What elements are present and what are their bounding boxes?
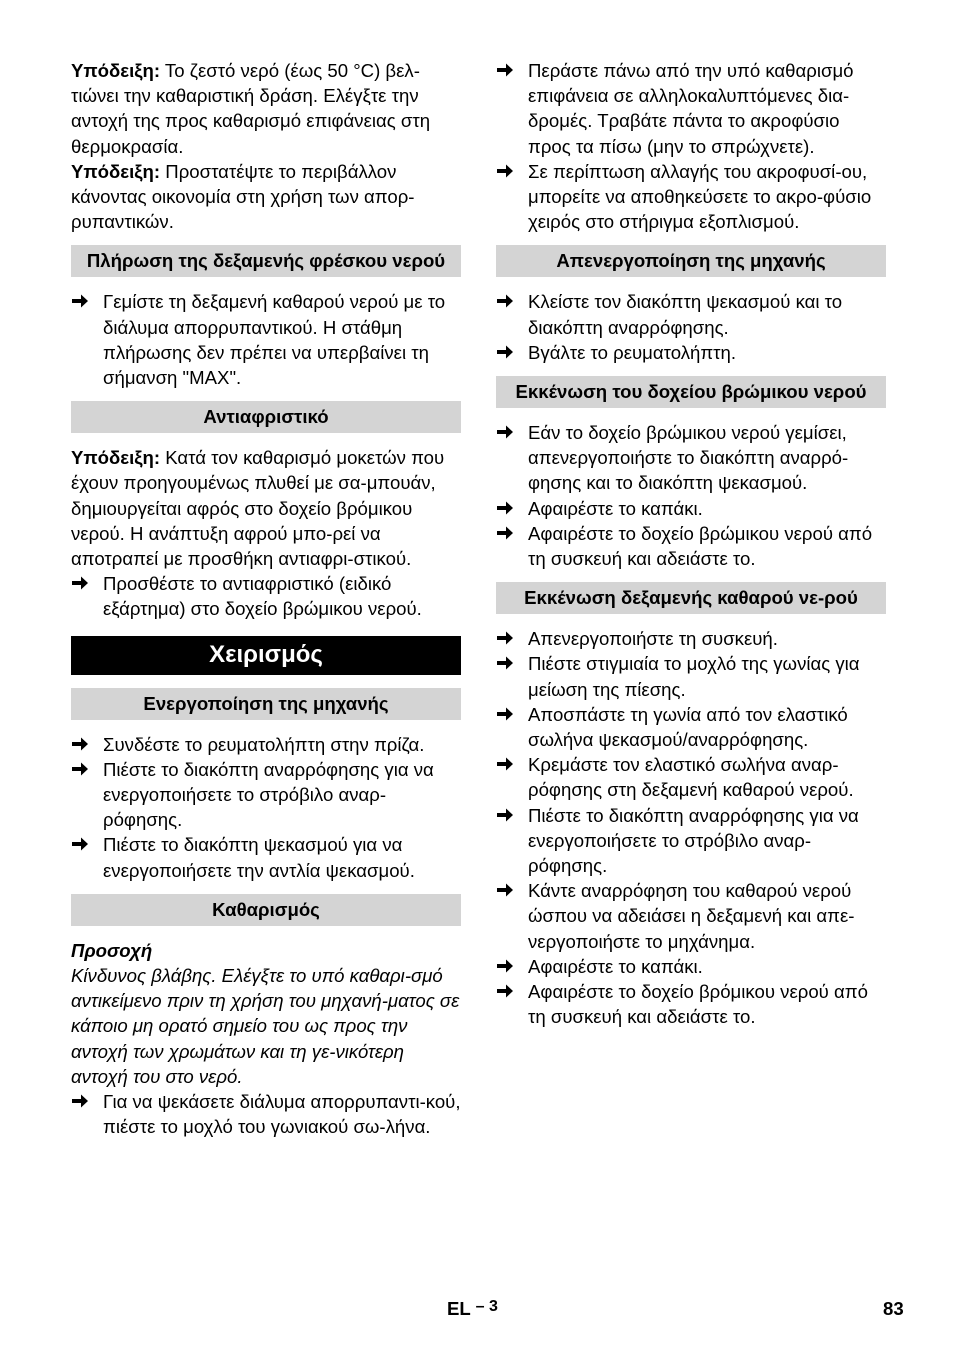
section-heading-empty-dirty: Εκκένωση του δοχείου βρώμικου νερού bbox=[496, 376, 886, 408]
step-item bbox=[496, 521, 886, 571]
step-text: Κάντε αναρρόφηση του καθαρού νερού ώσπου να αδειάσει η δεξαμενή και απε-νεργοποιήστε το μηχάνημα. bbox=[528, 880, 855, 952]
step-text: Εάν το δοχείο βρώμικου νερού γεμίσει, απενεργοποιήστε το διακόπτη αναρρό-φησης και το διακόπτη ψεκασμού. bbox=[528, 422, 849, 494]
step-text: Πιέστε στιγμιαία το μοχλό της γωνίας για μείωση της πίεσης. bbox=[528, 653, 860, 700]
note-label: Υπόδειξη: bbox=[71, 447, 161, 469]
steps-antifoam bbox=[71, 571, 461, 621]
arrow-right-icon bbox=[497, 526, 513, 540]
step-text: Συνδέστε το ρευματολήπτη στην πρίζα. bbox=[103, 733, 425, 755]
arrow-right-icon bbox=[497, 757, 513, 771]
step-text: Προσθέστε το αντιαφριστικό (ειδικό εξάρτημα) στο δοχείο βρώμικου νερού. bbox=[103, 573, 422, 620]
section-heading-start: Ενεργοποίηση της μηχανής bbox=[71, 688, 461, 720]
steps-start bbox=[71, 732, 461, 883]
steps-empty-clean bbox=[496, 626, 886, 1029]
section-heading-empty-clean: Εκκένωση δεξαμενής καθαρού νε-ρού bbox=[496, 582, 886, 614]
step-text: Πιέστε το διακόπτη αναρρόφησης για να ενεργοποιήσετε το στρόβιλο αναρ-ρόφησης. bbox=[528, 804, 859, 877]
step-text: Απενεργοποιήστε τη συσκευή. bbox=[528, 628, 778, 650]
footer-section-page: – 3 bbox=[475, 1298, 498, 1315]
step-item bbox=[496, 420, 886, 496]
footer-section-label bbox=[447, 1298, 498, 1320]
step-item bbox=[496, 651, 886, 701]
step-item bbox=[496, 626, 886, 651]
step-item bbox=[496, 340, 886, 365]
arrow-right-icon bbox=[72, 294, 88, 308]
step-text: Περάστε πάνω από την υπό καθαρισμό επιφάνεια σε αλληλοκαλυπτόμενες δια-δρομές. Τραβάτε πάντα το ακροφύσιο προς τα πίσω (μην το σπρώχνετε). bbox=[528, 60, 854, 157]
arrow-right-icon bbox=[497, 164, 513, 178]
step-item bbox=[496, 803, 886, 879]
steps-cleaning-continued bbox=[496, 58, 886, 234]
arrow-right-icon bbox=[497, 959, 513, 973]
step-text: Πιέστε το διακόπτη ψεκασμού για να ενεργοποιήσετε την αντλία ψεκασμού. bbox=[103, 834, 415, 881]
section-heading-cleaning: Καθαρισμός bbox=[71, 894, 461, 926]
chapter-heading-operation: Χειρισμός bbox=[71, 636, 461, 675]
step-text: Γεμίστε τη δεξαμενή καθαρού νερού με το διάλυμα απορρυπαντικού. Η στάθμη πλήρωσης δεν πρέπει να υπερβαίνει τη σήμανση "MAX". bbox=[103, 291, 446, 389]
step-text: Για να ψεκάσετε διάλυμα απορρυπαντι-κού, πιέστε το μοχλό του γωνιακού σω-λήνα. bbox=[103, 1091, 461, 1138]
step-item bbox=[496, 878, 886, 954]
step-item bbox=[71, 732, 461, 757]
step-item bbox=[496, 954, 886, 979]
arrow-right-icon bbox=[497, 808, 513, 822]
step-text: Κρεμάστε τον ελαστικό σωλήνα αναρ-ρόφησης στη δεξαμενή καθαρού νερού. bbox=[528, 754, 854, 801]
section-heading-stop: Απενεργοποίηση της μηχανής bbox=[496, 245, 886, 277]
note-hot-water bbox=[71, 58, 461, 159]
arrow-right-icon bbox=[497, 631, 513, 645]
step-text: Αφαιρέστε το δοχείο βρώμικου νερού από τη συσκευή και αδειάστε το. bbox=[528, 522, 873, 570]
caution-text: Κίνδυνος βλάβης. Ελέγξτε το υπό καθαρι-σμό αντικείμενο πριν τη χρήση του μηχανή-ματος σε κάποιο μη ορατό σημείο του ως προς την αντοχή των χρωμάτων και τη γε-νικότερη αντοχή του στο νερό. bbox=[71, 965, 460, 1087]
note-environment bbox=[71, 159, 461, 235]
note-text: Το ζεστό νερό (έως 50 °C) βελ-τιώνει την καθαριστική δράση. Ελέγξτε την αντοχή της προς καθαρισμό επιφάνειας στη θερμοκρασία. bbox=[71, 60, 431, 157]
arrow-right-icon bbox=[497, 501, 513, 515]
step-item bbox=[496, 289, 886, 339]
section-heading-antifoam: Αντιαφριστικό bbox=[71, 401, 461, 433]
step-text: Αφαιρέστε το καπάκι. bbox=[528, 497, 703, 519]
arrow-right-icon bbox=[497, 425, 513, 439]
arrow-right-icon bbox=[72, 576, 88, 590]
step-item bbox=[71, 757, 461, 833]
step-item bbox=[496, 752, 886, 802]
arrow-right-icon bbox=[497, 984, 513, 998]
step-item bbox=[496, 496, 886, 521]
step-item bbox=[496, 159, 886, 235]
note-text: Προστατέψτε το περιβάλλον κάνοντας οικονομία στη χρήση των απορ-ρυπαντικών. bbox=[71, 160, 415, 233]
left-column bbox=[71, 58, 461, 1140]
note-text: Κατά τον καθαρισμό μοκετών που έχουν προηγουμένως πλυθεί με σα-μπουάν, δημιουργείται αφρός στο δοχείο βρόμικου νερού. Η ανάπτυξη αφρού μπο-ρεί να αποτραπεί με προσθήκη αντιαφρι-στικού. bbox=[71, 447, 445, 570]
arrow-right-icon bbox=[72, 837, 88, 851]
step-item bbox=[496, 702, 886, 752]
note-label: Υπόδειξη: bbox=[71, 160, 161, 182]
footer-language: EL bbox=[447, 1298, 471, 1319]
arrow-right-icon bbox=[72, 737, 88, 751]
step-text: Αποσπάστε τη γωνία από τον ελαστικό σωλήνα ψεκασμού/αναρρόφησης. bbox=[528, 703, 848, 751]
arrow-right-icon bbox=[72, 762, 88, 776]
steps-empty-dirty bbox=[496, 420, 886, 571]
step-item bbox=[71, 289, 461, 390]
step-text: Αφαιρέστε το δοχείο βρόμικου νερού από τη συσκευή και αδειάστε το. bbox=[528, 981, 868, 1028]
step-text: Βγάλτε το ρευματολήπτη. bbox=[528, 341, 737, 363]
arrow-right-icon bbox=[72, 1094, 88, 1108]
step-item bbox=[496, 58, 886, 159]
steps-cleaning bbox=[71, 1089, 461, 1139]
step-item bbox=[71, 571, 461, 621]
step-text: Πιέστε το διακόπτη αναρρόφησης για να ενεργοποιήσετε το στρόβιλο αναρ-ρόφησης. bbox=[103, 758, 434, 831]
step-text: Σε περίπτωση αλλαγής του ακροφυσί-ου, μπορείτε να αποθηκεύσετε το ακρο-φύσιο χειρός στο στήριγμα εξοπλισμού. bbox=[528, 160, 872, 233]
arrow-right-icon bbox=[497, 63, 513, 77]
step-item bbox=[71, 832, 461, 882]
arrow-right-icon bbox=[497, 656, 513, 670]
steps-fill bbox=[71, 289, 461, 390]
step-text: Αφαιρέστε το καπάκι. bbox=[528, 955, 703, 977]
step-item bbox=[496, 979, 886, 1029]
arrow-right-icon bbox=[497, 883, 513, 897]
arrow-right-icon bbox=[497, 294, 513, 308]
section-heading-fill-tank: Πλήρωση της δεξαμενής φρέσκου νερού bbox=[71, 245, 461, 277]
note-label: Υπόδειξη: bbox=[71, 60, 161, 81]
page-number: 83 bbox=[883, 1298, 904, 1319]
right-column bbox=[496, 58, 886, 1030]
note-antifoam bbox=[71, 445, 461, 571]
arrow-right-icon bbox=[497, 707, 513, 721]
arrow-right-icon bbox=[497, 345, 513, 359]
steps-stop bbox=[496, 289, 886, 365]
step-item bbox=[71, 1089, 461, 1139]
caution-title: Προσοχή bbox=[71, 939, 153, 961]
step-text: Κλείστε τον διακόπτη ψεκασμού και το διακόπτη αναρρόφησης. bbox=[528, 291, 843, 338]
